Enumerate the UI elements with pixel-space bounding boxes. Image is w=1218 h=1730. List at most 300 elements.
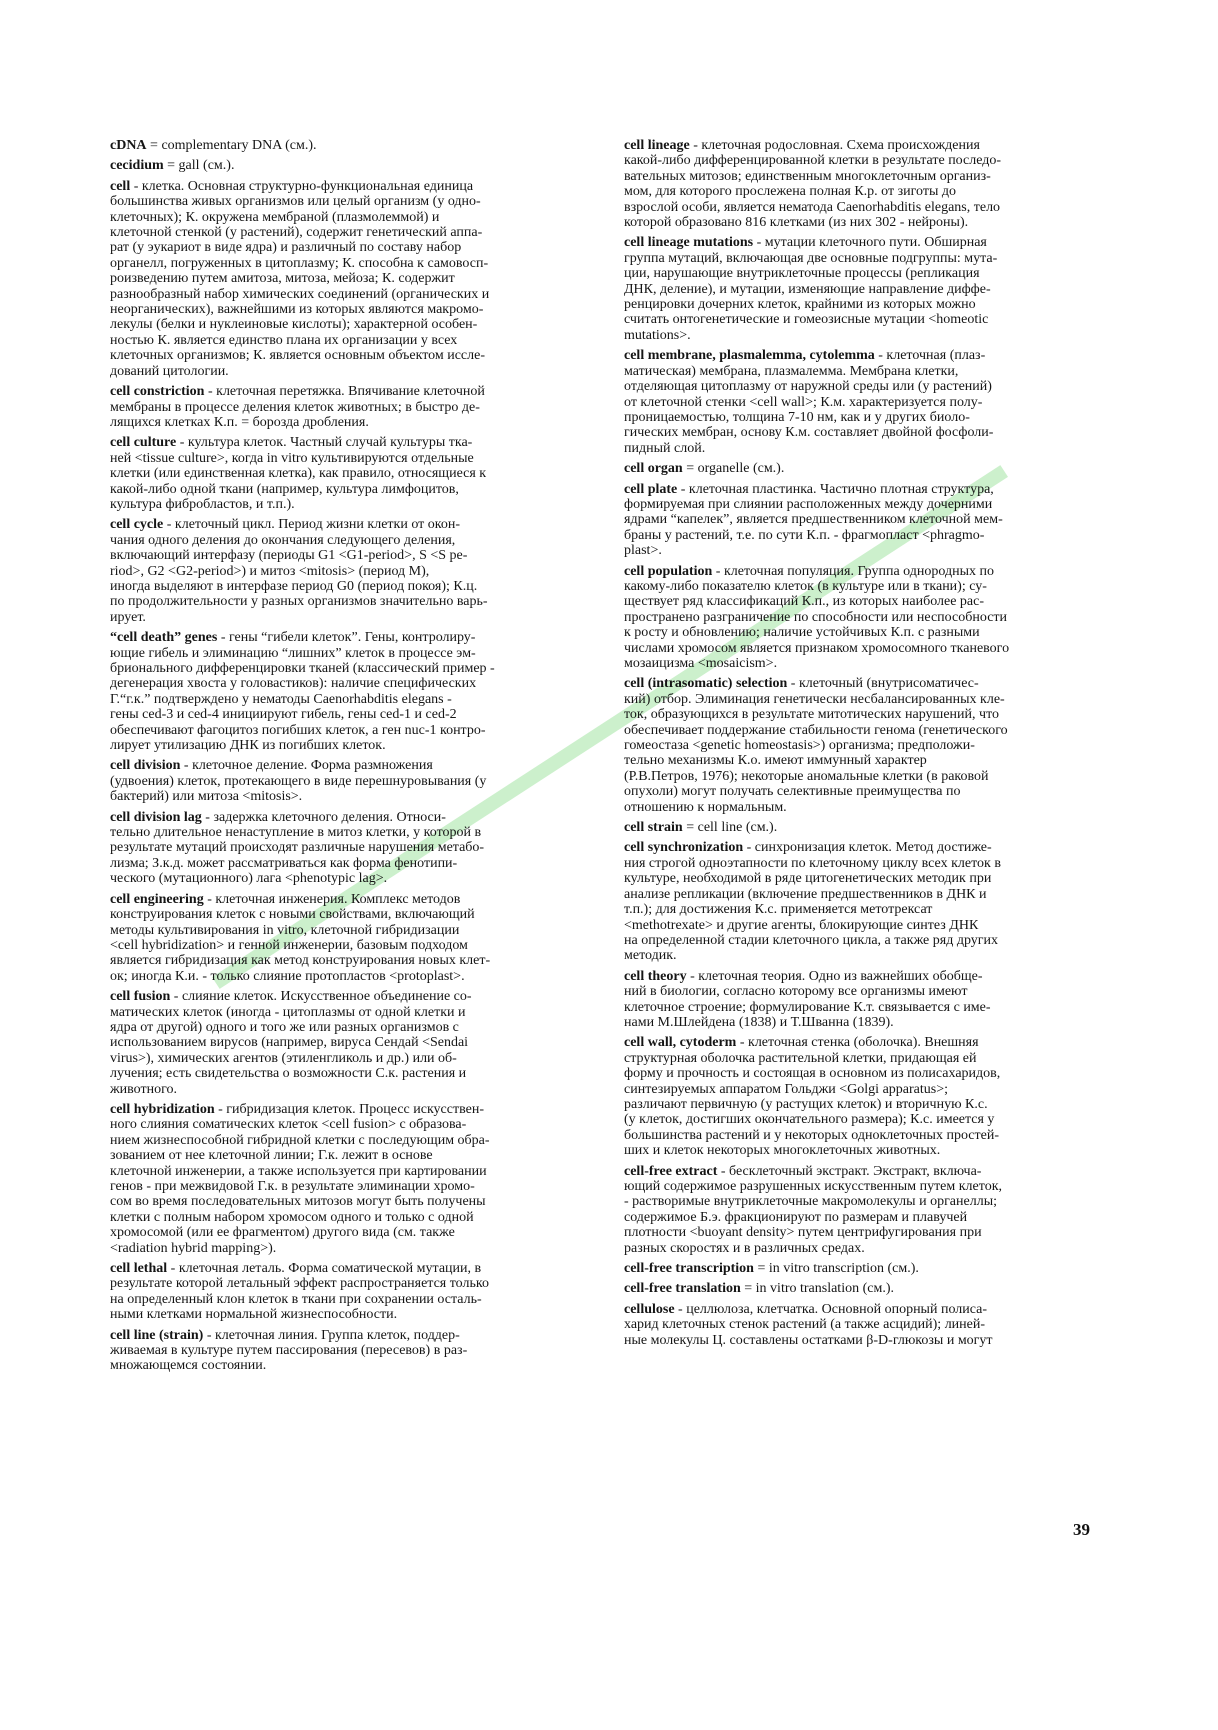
entry-line [110,825,585,840]
entry-text: нием жизнеспособной гибридной клетки с последующим обра- [110,1132,490,1148]
entry-term: cDNA [110,138,147,153]
entry-line [110,579,585,594]
entry-text: - клеточная теория. Одно из важнейших обобще- [690,968,983,984]
entry-text: формируемая при слиянии расположенных между дочерними [624,496,993,512]
entry-line [110,871,585,886]
entry-line [624,425,1099,440]
entry-line [110,692,585,707]
entry-text: результате мутаций происходят различные нарушения метабо- [110,840,485,856]
entry-line [110,384,585,399]
entry-text: клеточной инженерии, а также используется при картировании [110,1163,487,1179]
entry-text: plast>. [624,543,662,559]
entry-line [624,692,1099,707]
entry-text: пидный слой. [624,440,706,456]
entry-line [110,953,585,968]
entry-line [624,948,1099,963]
entry-term: cell synchronization [624,840,744,856]
entry-text: - клеточная пластинка. Частично плотная структура, [680,481,994,497]
entry-line [624,840,1099,855]
entry-text: лучения; есть свидетельства о возможности С.к. растения и [110,1066,467,1082]
entry-text: - клеточная перетяжка. Впячивание клеточной [207,384,485,400]
entry-term: cell-free extract [624,1163,718,1179]
entry-text: <radiation hybrid mapping>). [110,1240,277,1256]
entry-text: брионального дифференцировки тканей (классический пример - [110,661,495,676]
dictionary-entry [624,1281,1099,1296]
entry-text: лящихся клетках К.п. = борозда дробления. [110,414,369,430]
entry-text: тельно длительное ненаступление в митоз клетки, у которой в [110,825,482,841]
entry-text: - бесклеточный экстракт. Экстракт, включа- [720,1163,982,1179]
entry-line [624,364,1099,379]
entry-text: опухоли) могут получать селективные преимущества по [624,784,961,800]
entry-text: ток, образующихся в результате митотических нарушений, что [624,707,1000,723]
entry-text: <methotrexate> и другие агенты, блокирующие синтез ДНК [624,917,979,933]
entry-line [624,564,1099,579]
entry-line [624,1225,1099,1240]
entry-term: cell division [110,758,181,774]
entry-line [110,400,585,415]
dictionary-entry [624,969,1099,1031]
entry-text: (у клеток, достигших окончательного размера); К.с. имеется у [624,1112,995,1128]
entry-line [624,738,1099,753]
entry-line [624,312,1099,327]
entry-line [110,723,585,738]
entry-line [110,548,585,563]
entry-text: иногда выделяют в интерфазе период G0 (период покоя); К.ц. [110,578,478,594]
dictionary-entry [624,1302,1099,1348]
entry-line [110,1005,585,1020]
entry-term: cell hybridization [110,1101,215,1117]
dictionary-entry [624,1035,1099,1158]
entry-line [110,676,585,691]
entry-line [110,1225,585,1240]
entry-line [624,641,1099,656]
entry-text: <cell hybridization> и генной инженерии, базовым подходом [110,937,468,953]
entry-text: клетки с полным набором хромосом одного и только с одной [110,1209,474,1225]
entry-text: неорганических), важнейшими из которых являются макромо- [110,302,484,318]
entry-text: является гибридизация как метод конструирования новых клет- [110,953,491,969]
entry-line [624,871,1099,886]
entry-line [624,625,1099,640]
entry-line [624,200,1099,215]
entry-line [110,348,585,363]
entry-line [110,789,585,804]
entry-line [110,517,585,532]
entry-text: живаемая в культуре путем пассирования (пересевов) в раз- [110,1343,468,1359]
entry-text: ющий содержимое разрушенных искусственным путем клеток, [624,1179,1002,1194]
entry-text: - культура клеток. Частный случай культуры тка- [179,435,473,451]
entry-line [624,1000,1099,1015]
entry-text: - целлюлоза, клетчатка. Основной опорный полиса- [678,1301,988,1317]
entry-text: большинства растений и у некоторых одноклеточных простей- [624,1127,999,1143]
entry-line [624,482,1099,497]
entry-term: cell lineage [624,138,690,153]
entry-text: ирует. [110,609,146,625]
entry-line [624,1164,1099,1179]
entry-text: конструирования клеток с новыми свойствами, включающий [110,907,475,923]
entry-line [110,194,585,209]
entry-line [110,302,585,317]
entry-line [624,441,1099,456]
entry-text: mutations>. [624,327,691,343]
entry-text: анализе репликации (включение предшественников в ДНК и [624,886,987,902]
entry-line [110,179,585,194]
entry-text: = gall (см.). [167,158,235,174]
entry-text: ными клетками нормальной жизнеспособности. [110,1307,398,1323]
left-column [110,138,585,1379]
entry-text: от клеточной стенки <cell wall>; К.м. характеризуется полу- [624,394,983,410]
entry-term: cell membrane, plasmalemma, cytolemma [624,348,875,364]
entry-text: ческого (мутационного) лага <phenotypic lag>. [110,871,388,887]
entry-text: считать онтогенетические и гомеозисные мутации <homeotic [624,312,989,328]
entry-text: = in vitro translation (см.). [744,1281,894,1297]
entry-text: ний в биологии, согласно которому все организмы имеют [624,984,968,1000]
dictionary-entry [624,461,1099,476]
entry-line [110,1148,585,1163]
entry-text: ших и клеток некоторых многоклеточных животных. [624,1143,941,1159]
dictionary-entry [110,179,585,379]
entry-line [110,1358,585,1373]
entry-line [624,1112,1099,1127]
entry-line [110,451,585,466]
entry-text: синтезируемых аппаратом Гольджи <Golgi apparatus>; [624,1081,948,1097]
entry-term: cell wall, cytoderm [624,1035,737,1051]
entry-line [110,564,585,579]
entry-text: - синхронизация клеток. Метод достиже- [746,840,992,856]
dictionary-entry [110,138,585,153]
entry-line [624,579,1099,594]
entry-text: браны у растений, т.е. по сути К.п. - фрагмопласт <phragmo- [624,527,985,543]
right-column [624,138,1099,1353]
dictionary-entry [110,810,585,887]
entry-line [110,661,585,676]
entry-text: которой образовано 816 клетками (из них 302 - нейроны). [624,215,969,231]
entry-line [110,210,585,225]
dictionary-entry [110,1102,585,1256]
entry-text: бактерий) или митоза <mitosis>. [110,789,303,805]
entry-line [624,395,1099,410]
entry-line [110,333,585,348]
entry-line [624,753,1099,768]
entry-line [110,256,585,271]
entry-text: мембраны в процессе деления клеток животных; в быстро де- [110,399,480,415]
entry-text: результате которой летальный эффект распространяется только [110,1276,489,1292]
entry-line [110,1210,585,1225]
dictionary-entry [624,1261,1099,1276]
dictionary-entry [624,235,1099,343]
entry-line [624,769,1099,784]
entry-text: - клеточная линия. Группа клеток, поддер- [206,1327,460,1343]
entry-text: riod>, G2 <G2-period>) и митоз <mitosis> (период M), [110,563,430,579]
dictionary-entry [110,435,585,512]
entry-line [110,1051,585,1066]
entry-line [624,1128,1099,1143]
entry-term: cell [110,178,131,194]
entry-line [110,938,585,953]
entry-text: кий) отбор. Элиминация генетически несбалансированных кле- [624,691,1005,707]
entry-line [624,887,1099,902]
entry-line [624,1051,1099,1066]
entry-text: ней <tissue culture>, когда in vitro культивируются отдельные [110,450,474,466]
page-number: 39 [1073,1520,1090,1539]
entry-text: ностью К. является единство плана их организации у всех [110,332,458,348]
entry-text: числами хромосом является признаком хромосомного тканевого [624,640,1010,656]
entry-line [110,1241,585,1256]
entry-line [624,266,1099,281]
dictionary-entry [624,348,1099,456]
dictionary-entry [110,158,585,173]
entry-line [624,184,1099,199]
entry-text: пространено разграничение по способности или неспособности [624,609,1008,625]
entry-text: - клеточная родословная. Схема происхождения [693,138,980,153]
entry-term: cell line (strain) [110,1327,204,1343]
entry-line [110,907,585,922]
entry-line [110,1194,585,1209]
entry-text: методик. [624,948,677,964]
entry-text: - задержка клеточного деления. Относи- [205,809,446,825]
entry-line [624,656,1099,671]
entry-line [110,158,585,173]
entry-text: - клеточный (внутрисоматичес- [790,676,979,692]
entry-line [110,810,585,825]
entry-line [110,1133,585,1148]
entry-line [110,533,585,548]
entry-text: содержимое Б.э. фракционируют по размерам и плавучей [624,1209,968,1225]
entry-line [110,1020,585,1035]
dictionary-entry [624,482,1099,559]
entry-text: проницаемостью, толщина 7-10 нм, как и у других биоло- [624,409,970,425]
entry-text: роизведению путем амитоза, митоза, мейоза; К. содержит [110,271,455,287]
entry-line [624,820,1099,835]
entry-line [624,1261,1099,1276]
entry-line [624,723,1099,738]
entry-line [624,297,1099,312]
entry-line [110,856,585,871]
dictionary-entry [110,630,585,753]
entry-term: cell plate [624,481,678,497]
entry-text: ДНК, деление), и мутации, изменяющие направление диффе- [624,281,991,297]
entry-term: cellulose [624,1301,675,1317]
entry-text: ядра от другой) одного и того же или разных организмов с [110,1019,459,1035]
entry-line [110,840,585,855]
entry-text: обеспечивают фагоцитоз погибших клеток, а ген nuc-1 контро- [110,722,486,738]
entry-text: - мутации клеточного пути. Обширная [756,235,987,251]
entry-line [624,215,1099,230]
entry-line [624,918,1099,933]
entry-text: разнообразный набор химических соединений (органических и [110,286,490,302]
entry-line [624,800,1099,815]
entry-line [624,1035,1099,1050]
entry-line [624,497,1099,512]
entry-text: мом, для которого прослежена полная К.р. от зиготы до [624,184,956,200]
entry-term: cell organ [624,461,683,477]
entry-text: Г.“г.к.” подтверждено у нематоды Caenorhabditis elegans - [110,691,452,707]
entry-line [110,774,585,789]
entry-text: дегенерация хвоста у головастиков): наличие специфических [110,676,477,692]
entry-text: дований цитологии. [110,363,229,379]
entry-text: хромосомой (или ее фрагментом) другого вида (см. также [110,1225,455,1241]
entry-line [110,1066,585,1081]
entry-text: на определенной стадии клеточного цикла, а также ряд других [624,932,999,948]
entry-line [110,758,585,773]
entry-line [624,348,1099,363]
entry-text: (удвоения) клеток, протекающего в виде перешнуровывания (у [110,773,487,789]
entry-text: отделяющая цитоплазму от наружной среды или (у растений) [624,379,992,395]
entry-text: органелл, погруженных в цитоплазму; К. способна к самовосп- [110,255,489,271]
dictionary-entry [110,384,585,430]
entry-term: cell constriction [110,384,205,400]
entry-line [624,1281,1099,1296]
entry-line [624,1179,1099,1194]
dictionary-entry [110,1328,585,1374]
entry-text: нами М.Шлейдена (1838) и Т.Шванна (1839). [624,1014,894,1030]
entry-text: т.п.); для достижения К.с. применяется метотрексат [624,902,933,918]
entry-text: большинства живых организмов или целый организм (у одно- [110,194,481,210]
entry-term: cell theory [624,968,687,984]
entry-term: cell lethal [110,1261,168,1277]
entry-text: форму и прочность и состоящая в основном из полисахаридов, [624,1066,1001,1082]
entry-line [624,784,1099,799]
entry-text: клеточных организмов; К. является основным объектом иссле- [110,348,486,364]
entry-text: клеточное строение; формулирование К.т. связывается с име- [624,999,991,1015]
entry-line [624,856,1099,871]
entry-text: - клетка. Основная структурно-функциональная единица [133,178,474,194]
entry-line [110,969,585,984]
entry-text: разных скоростях и в различных средах. [624,1240,865,1256]
entry-text: ществует ряд классификаций К.п., из которых наиболее рас- [624,594,985,610]
entry-text: - растворимые внутриклеточные макромолекулы и органеллы; [624,1194,997,1210]
entry-line [624,1097,1099,1112]
entry-text: зованием от нее клеточной линии; Г.к. лежит в основе [110,1148,433,1164]
entry-line [110,1179,585,1194]
entry-text: матическая) мембрана, плазмалемма. Мембрана клетки, [624,363,959,379]
entry-line [624,251,1099,266]
dictionary-entry [624,1164,1099,1256]
entry-line [110,364,585,379]
entry-text: включающий интерфазу (периоды G1 <G1-period>, S <S pe- [110,548,468,564]
entry-text: плотности <buoyant density> путем центрифугирования при [624,1225,982,1241]
entry-term: cell-free transcription [624,1261,754,1277]
entry-term: cell population [624,563,713,579]
entry-text: методы культивирования in vitro, клеточной гибридизации [110,922,460,938]
entry-text: - клеточная инженерия. Комплекс методов [207,891,461,907]
entry-line [110,317,585,332]
dictionary-entry [624,840,1099,963]
dictionary-entry [110,758,585,804]
entry-line [624,594,1099,609]
entry-text: какой-либо одной ткани (например, культура лимфоцитов, [110,481,459,497]
entry-text: культуре, необходимой в ряде цитогенетических методик при [624,871,992,887]
entry-line [624,235,1099,250]
entry-line [624,933,1099,948]
entry-line [110,225,585,240]
entry-text: отношению к нормальным. [624,799,787,815]
entry-line [624,1194,1099,1209]
entry-line [110,989,585,1004]
entry-text: гомеостаза <genetic homeostasis>) организма; предположи- [624,738,975,754]
entry-text: различают первичную (у растущих клеток) и вторичную К.с. [624,1096,988,1112]
entry-text: генов - при межвидовой Г.к. в результате элиминации хромо- [110,1179,475,1194]
entry-text: по продолжительности у разных организмов значительно варь- [110,594,488,610]
entry-line [624,461,1099,476]
entry-line [110,1276,585,1291]
entry-line [624,1210,1099,1225]
entry-text: гических мембран, основу К.м. составляет двойной фосфоли- [624,425,994,441]
entry-text: мозаицизма <mosaicism>. [624,656,778,671]
entry-text: ядрами “капелек”, является предшественником клеточной мем- [624,512,1003,528]
entry-text: группа мутаций, включающая две основные подгруппы: мута- [624,250,998,266]
entry-line [624,969,1099,984]
entry-term: cecidium [110,158,164,174]
entry-text: на определенный клон клеток в ткани при сохранении осталь- [110,1291,482,1307]
entry-text: тельно механизмы К.о. имеют иммунный характер [624,753,927,769]
dictionary-entry [110,892,585,984]
entry-line [110,1343,585,1358]
entry-text: взрослой особи, является нематода Caenorhabditis elegans, тело [624,199,1001,215]
entry-text: = in vitro transcription (см.). [757,1261,919,1277]
entry-text: - клеточная стенка (оболочка). Внешняя [739,1035,979,1051]
entry-line [110,435,585,450]
entry-text: вательных митозов; единственным многоклеточным организ- [624,168,991,184]
entry-line [624,410,1099,425]
entry-text: рат (у эукариот в виде ядра) и различный по составу набор [110,240,462,256]
entry-text: харид клеточных стенок растений (а также асцидий); линей- [624,1317,986,1333]
entry-text: чания одного деления до окончания следующего деления, [110,532,456,548]
entry-line [624,169,1099,184]
entry-text: ок; иногда К.и. - только слияние протопластов <protoplast>. [110,968,465,984]
entry-text: культура фибробластов, и т.п.). [110,496,295,512]
entry-line [624,902,1099,917]
entry-text: ющие гибель и элиминацию “лишних” клеток в процессе эм- [110,645,476,661]
entry-text: - клеточная леталь. Форма соматической мутации, в [170,1261,482,1277]
entry-line [110,240,585,255]
entry-line [624,1066,1099,1081]
entry-line [110,138,585,153]
entry-text: = complementary DNA (см.). [150,138,317,153]
entry-line [624,984,1099,999]
entry-text: - гены “гибели клеток”. Гены, контролиру- [220,630,476,646]
entry-line [624,1015,1099,1030]
entry-term: cell culture [110,435,177,451]
entry-text: virus>), химических агентов (этиленгликоль и др.) или об- [110,1050,457,1066]
entry-line [624,707,1099,722]
entry-text: клеточных); К. окружена мембраной (плазмолеммой) и [110,209,440,225]
entry-term: cell lineage mutations [624,235,754,251]
entry-text: - клеточное деление. Форма размножения [183,758,433,774]
entry-line [624,379,1099,394]
entry-text: - клеточная популяция. Группа однородных по [715,563,994,579]
entry-line [624,512,1099,527]
entry-term: “cell death” genes [110,630,218,646]
entry-line [110,1164,585,1179]
dictionary-entry [624,564,1099,672]
entry-line [624,1317,1099,1332]
entry-line [110,923,585,938]
entry-line [624,676,1099,691]
entry-line [624,1082,1099,1097]
entry-line [110,271,585,286]
dictionary-entry [110,1261,585,1323]
entry-line [624,528,1099,543]
entry-line [624,1241,1099,1256]
dictionary-entry [624,820,1099,835]
entry-line [624,282,1099,297]
entry-line [110,646,585,661]
entry-line [110,1082,585,1097]
entry-text: использованием вирусов (например, вируса Сендай <Sendai [110,1035,469,1051]
entry-line [110,1307,585,1322]
entry-line [110,1292,585,1307]
entry-text: ного слияния соматических клеток <cell fusion> с образова- [110,1117,467,1133]
